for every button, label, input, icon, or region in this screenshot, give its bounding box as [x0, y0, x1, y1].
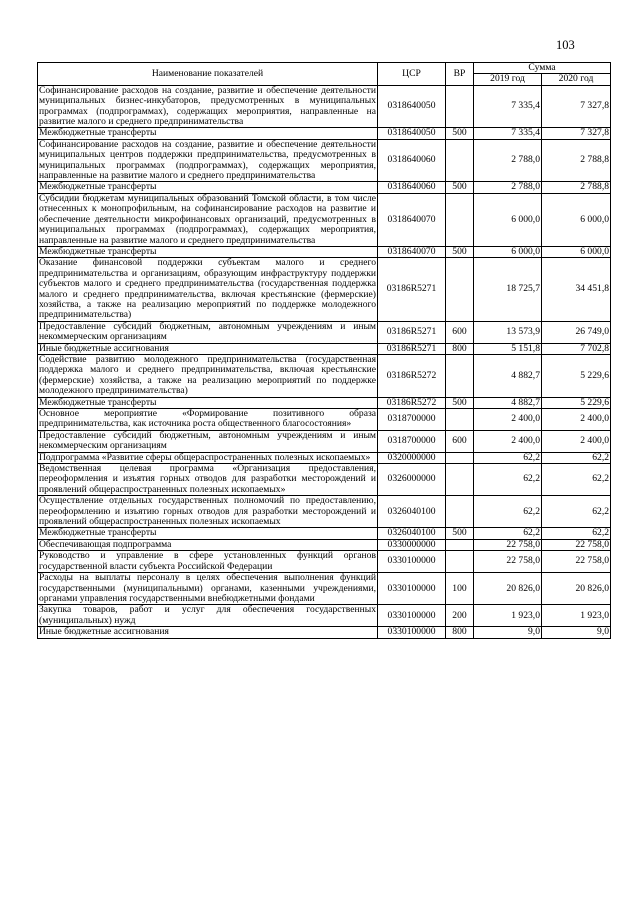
row-sum-2020: 5 229,6: [542, 354, 611, 397]
table-row: [38, 551, 611, 573]
row-sum-2019: 7 335,4: [474, 128, 542, 139]
row-vr: [446, 551, 474, 573]
row-vr: 500: [446, 182, 474, 193]
header-year-2020: 2020 год: [542, 74, 611, 85]
row-sum-2019: 2 788,0: [474, 182, 542, 193]
row-csr: 03186R5271: [378, 258, 446, 321]
row-name: Межбюджетные трансферты: [38, 397, 378, 408]
row-sum-2019: 6 000,0: [474, 193, 542, 246]
row-csr: 0330100000: [378, 551, 446, 573]
table-row: [38, 496, 611, 528]
row-csr: 0326040100: [378, 528, 446, 539]
row-csr: 0318640050: [378, 128, 446, 139]
header-name: Наименование показателей: [38, 63, 378, 86]
row-sum-2020: 7 327,8: [542, 128, 611, 139]
table-body: [38, 85, 611, 638]
header-year-2019: 2019 год: [474, 74, 542, 85]
row-name: Субсидии бюджетам муниципальных образований Томской области, в том числе отнесенных к монопрофильным, на софинансирование расходов на развитие и обеспечение деятельности микрофинансовых организаций, предусмотренных в муниципальных программах (подпрограммах), содержащих мероприятия, направленные на развитие малого и среднего предпринимательства: [39, 192, 376, 246]
row-csr: 0318700000: [378, 409, 446, 431]
table-row: [38, 528, 611, 539]
row-name: Предоставление субсидий бюджетным, автономным учреждениям и иным некоммерческим организациям: [39, 320, 376, 343]
row-name: Межбюджетные трансферты: [38, 528, 378, 539]
row-vr: 500: [446, 397, 474, 408]
row-sum-2019: 22 758,0: [474, 551, 542, 573]
row-vr: [446, 258, 474, 321]
table-row: [38, 343, 611, 354]
table-row: [38, 139, 611, 182]
row-vr: 100: [446, 573, 474, 605]
table-row: [38, 85, 611, 128]
table-row: [38, 409, 611, 431]
table-row: [38, 539, 611, 550]
row-sum-2020: 2 788,8: [542, 182, 611, 193]
row-vr: [446, 452, 474, 463]
row-csr: 0318640050: [378, 85, 446, 128]
row-sum-2020: 20 826,0: [542, 573, 611, 605]
row-name: Предоставление субсидий бюджетным, автономным учреждениям и иным некоммерческим организациям: [39, 429, 376, 452]
row-sum-2019: 62,2: [474, 528, 542, 539]
row-vr: 500: [446, 246, 474, 257]
row-csr: 03186R5272: [378, 354, 446, 397]
row-vr: 500: [446, 128, 474, 139]
row-vr: 800: [446, 627, 474, 638]
row-sum-2019: 2 400,0: [474, 430, 542, 452]
table-row: [38, 397, 611, 408]
row-csr: 0318700000: [378, 430, 446, 452]
row-name: Софинансирование расходов на создание, развитие и обеспечение деятельности муниципальных центров поддержки предпринимательства, предусмотренных в муниципальных программах (подпрограммах), содержащих мероприятия, направленные на развитие малого и среднего предпринимательства: [39, 138, 376, 182]
row-name: Содействие развитию молодежного предпринимательства (государственная поддержка малого и среднего предпринимательства, включая крестьянские (фермерские) хозяйства, а также на реализацию мероприятий по поддержке молодежного предпринимательства): [39, 353, 376, 397]
row-sum-2020: 34 451,8: [542, 258, 611, 321]
row-name: Расходы на выплаты персоналу в целях обеспечения выполнения функций государственными (муниципальными) органами, казенными учреждениями, органами управления государственными внебюджетными фондами: [39, 572, 376, 604]
row-name: Основное мероприятие «Формирование позитивного образа предпринимательства, как источника роста общественного благосостояния»: [39, 408, 376, 430]
row-sum-2020: 62,2: [542, 452, 611, 463]
row-csr: 0318640070: [378, 246, 446, 257]
row-vr: [446, 464, 474, 496]
row-csr: 0326040100: [378, 496, 446, 528]
row-csr: 0318640060: [378, 182, 446, 193]
table-row: [38, 193, 611, 246]
row-vr: [446, 85, 474, 128]
row-csr: 0330100000: [378, 627, 446, 638]
row-sum-2019: 2 788,0: [474, 139, 542, 182]
row-name: Иные бюджетные ассигнования: [38, 627, 378, 638]
header-csr: ЦСР: [378, 63, 446, 86]
table-row: [38, 573, 611, 605]
row-csr: 0330100000: [378, 605, 446, 627]
table-row: [38, 258, 611, 321]
row-sum-2019: 62,2: [474, 452, 542, 463]
row-csr: 0320000000: [378, 452, 446, 463]
row-vr: [446, 354, 474, 397]
row-csr: 03186R5271: [378, 321, 446, 343]
row-sum-2020: 62,2: [542, 464, 611, 496]
row-sum-2020: 1 923,0: [542, 605, 611, 627]
row-name: Закупка товаров, работ и услуг для обеспечения государственных (муниципальных) нужд: [39, 604, 376, 626]
row-sum-2019: 6 000,0: [474, 246, 542, 257]
table-row: [38, 354, 611, 397]
row-sum-2019: 13 573,9: [474, 321, 542, 343]
table-row: [38, 321, 611, 343]
row-sum-2020: 22 758,0: [542, 539, 611, 550]
table-row: [38, 128, 611, 139]
row-sum-2019: 4 882,7: [474, 354, 542, 397]
row-sum-2020: 9,0: [542, 627, 611, 638]
row-sum-2020: 7 327,8: [542, 85, 611, 128]
row-sum-2019: 5 151,8: [474, 343, 542, 354]
row-name: Межбюджетные трансферты: [38, 182, 378, 193]
row-vr: [446, 539, 474, 550]
row-sum-2020: 22 758,0: [542, 551, 611, 573]
row-name: Межбюджетные трансферты: [38, 128, 378, 139]
row-vr: 600: [446, 430, 474, 452]
row-csr: 0330000000: [378, 539, 446, 550]
row-sum-2019: 22 758,0: [474, 539, 542, 550]
row-csr: 0318640070: [378, 193, 446, 246]
row-name: Осуществление отдельных государственных полномочий по предоставлению, переоформлению и изъятию горных отводов для разработки месторождений и проявлений общераспространенных полезных ископаемых: [39, 495, 376, 528]
row-name: Руководство и управление в сфере установленных функций органов государственной власти субъекта Российской Федерации: [39, 550, 376, 572]
row-name: Софинансирование расходов на создание, развитие и обеспечение деятельности муниципальных бизнес-инкубаторов, предусмотренных в муниципальных программах (подпрограммах), содержащих мероприятия, направленные на развитие малого и среднего предпринимательства: [39, 84, 376, 128]
row-csr: 03186R5272: [378, 397, 446, 408]
row-sum-2020: 6 000,0: [542, 193, 611, 246]
row-sum-2020: 2 400,0: [542, 409, 611, 431]
row-name: Подпрограмма «Развитие сферы общераспространенных полезных ископаемых»: [38, 452, 378, 463]
row-sum-2020: 2 788,8: [542, 139, 611, 182]
table-row: [38, 605, 611, 627]
row-sum-2020: 62,2: [542, 528, 611, 539]
row-vr: [446, 496, 474, 528]
row-sum-2020: 5 229,6: [542, 397, 611, 408]
row-name: Межбюджетные трансферты: [38, 246, 378, 257]
row-name: Обеспечивающая подпрограмма: [38, 539, 378, 550]
row-vr: [446, 139, 474, 182]
row-sum-2019: 62,2: [474, 496, 542, 528]
row-sum-2019: 1 923,0: [474, 605, 542, 627]
row-vr: 800: [446, 343, 474, 354]
row-sum-2019: 7 335,4: [474, 85, 542, 128]
row-csr: 0318640060: [378, 139, 446, 182]
row-name: Оказание финансовой поддержки субъектам малого и среднего предпринимательства и организациям, образующим инфраструктуру поддержки субъектов малого и среднего предпринимательства (государственная поддержка малого и среднего предпринимательства, включая крестьянские (фермерские) хозяйства, а также на реализацию мероприятий по поддержке молодежного предпринимательства): [39, 257, 376, 321]
row-sum-2020: 7 702,8: [542, 343, 611, 354]
row-sum-2020: 26 749,0: [542, 321, 611, 343]
row-sum-2019: 18 725,7: [474, 258, 542, 321]
table-row: [38, 464, 611, 496]
header-sum: Сумма: [474, 63, 611, 74]
row-csr: 0326000000: [378, 464, 446, 496]
row-sum-2020: 2 400,0: [542, 430, 611, 452]
row-sum-2019: 20 826,0: [474, 573, 542, 605]
header-vr: ВР: [446, 63, 474, 86]
row-vr: [446, 409, 474, 431]
budget-table: [37, 62, 611, 639]
row-sum-2019: 9,0: [474, 627, 542, 638]
row-sum-2019: 62,2: [474, 464, 542, 496]
row-vr: 600: [446, 321, 474, 343]
table-row: [38, 627, 611, 638]
table-row: [38, 246, 611, 257]
row-sum-2019: 4 882,7: [474, 397, 542, 408]
row-vr: 500: [446, 528, 474, 539]
row-sum-2019: 2 400,0: [474, 409, 542, 431]
row-sum-2020: 6 000,0: [542, 246, 611, 257]
row-csr: 0330100000: [378, 573, 446, 605]
row-name: Иные бюджетные ассигнования: [38, 343, 378, 354]
row-name: Ведомственная целевая программа «Организация предоставления, переоформления и изъятия горных отводов для разработки месторождений и проявлений общераспространенных полезных ископаемых»: [39, 463, 376, 495]
table-row: [38, 182, 611, 193]
table-row: [38, 452, 611, 463]
table-row: [38, 430, 611, 452]
row-vr: [446, 193, 474, 246]
row-vr: 200: [446, 605, 474, 627]
row-csr: 03186R5271: [378, 343, 446, 354]
page-number: 103: [556, 38, 575, 52]
row-sum-2020: 62,2: [542, 496, 611, 528]
